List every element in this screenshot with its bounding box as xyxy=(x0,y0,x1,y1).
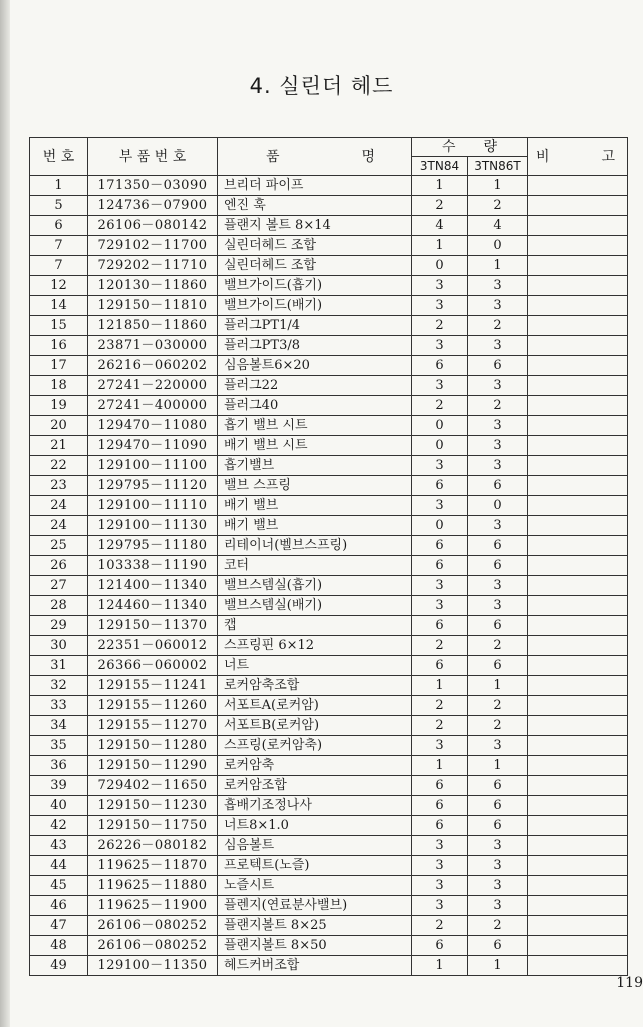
note-cell xyxy=(528,536,628,556)
quantity-3tn84: 6 xyxy=(412,556,468,576)
quantity-3tn86t: 2 xyxy=(468,196,528,216)
row-number: 49 xyxy=(30,956,88,976)
quantity-3tn86t: 6 xyxy=(468,476,528,496)
note-cell xyxy=(528,936,628,956)
note-cell xyxy=(528,896,628,916)
header-note-left: 비 xyxy=(536,148,550,165)
part-number: 129150－11290 xyxy=(88,756,218,776)
row-number: 23 xyxy=(30,476,88,496)
table-row xyxy=(30,736,628,756)
note-cell xyxy=(528,516,628,536)
part-name: 플랜지 볼트 8×14 xyxy=(218,216,412,236)
part-name: 서포트A(로커암) xyxy=(218,696,412,716)
part-number: 119625－11870 xyxy=(88,856,218,876)
quantity-3tn84: 6 xyxy=(412,936,468,956)
part-number: 26106－080252 xyxy=(88,916,218,936)
quantity-3tn84: 6 xyxy=(412,476,468,496)
header-note xyxy=(528,138,628,176)
part-number: 23871－030000 xyxy=(88,336,218,356)
row-number: 7 xyxy=(30,236,88,256)
table-row xyxy=(30,336,628,356)
part-number: 124460－11340 xyxy=(88,596,218,616)
table-row xyxy=(30,376,628,396)
part-number: 129150－11750 xyxy=(88,816,218,836)
quantity-3tn86t: 6 xyxy=(468,656,528,676)
quantity-3tn86t: 1 xyxy=(468,256,528,276)
quantity-3tn84: 6 xyxy=(412,656,468,676)
part-number: 129100－11100 xyxy=(88,456,218,476)
note-cell xyxy=(528,496,628,516)
quantity-3tn86t: 3 xyxy=(468,376,528,396)
header-model-3tn86t: 3TN86T xyxy=(468,157,528,176)
part-number: 27241－400000 xyxy=(88,396,218,416)
quantity-3tn86t: 3 xyxy=(468,416,528,436)
quantity-3tn84: 2 xyxy=(412,716,468,736)
quantity-3tn84: 4 xyxy=(412,216,468,236)
row-number: 47 xyxy=(30,916,88,936)
note-cell xyxy=(528,336,628,356)
note-cell xyxy=(528,676,628,696)
part-number: 124736－07900 xyxy=(88,196,218,216)
part-number: 129150－11280 xyxy=(88,736,218,756)
note-cell xyxy=(528,836,628,856)
part-name: 엔진 훅 xyxy=(218,196,412,216)
table-row xyxy=(30,636,628,656)
quantity-3tn86t: 6 xyxy=(468,356,528,376)
quantity-3tn84: 3 xyxy=(412,376,468,396)
quantity-3tn84: 6 xyxy=(412,536,468,556)
quantity-3tn86t: 3 xyxy=(468,856,528,876)
table-row xyxy=(30,916,628,936)
row-number: 12 xyxy=(30,276,88,296)
header-no: 번 호 xyxy=(30,138,88,176)
row-number: 48 xyxy=(30,936,88,956)
part-number: 26106－080252 xyxy=(88,936,218,956)
table-row xyxy=(30,216,628,236)
row-number: 39 xyxy=(30,776,88,796)
quantity-3tn86t: 3 xyxy=(468,896,528,916)
quantity-3tn84: 1 xyxy=(412,236,468,256)
quantity-3tn84: 3 xyxy=(412,576,468,596)
quantity-3tn86t: 3 xyxy=(468,876,528,896)
part-name: 프로텍트(노즐) xyxy=(218,856,412,876)
part-name: 너트 xyxy=(218,656,412,676)
header-part-name xyxy=(218,138,412,176)
quantity-3tn86t: 3 xyxy=(468,596,528,616)
note-cell xyxy=(528,716,628,736)
header-quantity xyxy=(412,138,528,157)
row-number: 17 xyxy=(30,356,88,376)
row-number: 15 xyxy=(30,316,88,336)
part-number: 129155－11241 xyxy=(88,676,218,696)
part-name: 밸브스템실(배기) xyxy=(218,596,412,616)
part-number: 129150－11810 xyxy=(88,296,218,316)
part-name: 플러그PT1/4 xyxy=(218,316,412,336)
row-number: 36 xyxy=(30,756,88,776)
note-cell xyxy=(528,816,628,836)
quantity-3tn84: 3 xyxy=(412,896,468,916)
quantity-3tn84: 2 xyxy=(412,696,468,716)
part-name: 코터 xyxy=(218,556,412,576)
note-cell xyxy=(528,636,628,656)
quantity-3tn84: 0 xyxy=(412,416,468,436)
page-title: 4. 실린더 헤드 xyxy=(249,74,394,98)
note-cell xyxy=(528,316,628,336)
part-name: 배기 밸브 xyxy=(218,496,412,516)
part-number: 22351－060012 xyxy=(88,636,218,656)
part-name: 심음볼트 xyxy=(218,836,412,856)
note-cell xyxy=(528,776,628,796)
table-row xyxy=(30,816,628,836)
table-row xyxy=(30,616,628,636)
quantity-3tn86t: 3 xyxy=(468,736,528,756)
part-name: 흡배기조정나사 xyxy=(218,796,412,816)
table-row xyxy=(30,436,628,456)
table-row xyxy=(30,896,628,916)
part-name: 밸브가이드(흡기) xyxy=(218,276,412,296)
quantity-3tn84: 6 xyxy=(412,776,468,796)
table-row xyxy=(30,456,628,476)
row-number: 6 xyxy=(30,216,88,236)
table-row xyxy=(30,396,628,416)
quantity-3tn86t: 6 xyxy=(468,536,528,556)
quantity-3tn86t: 3 xyxy=(468,576,528,596)
note-cell xyxy=(528,376,628,396)
note-cell xyxy=(528,176,628,196)
table-row xyxy=(30,236,628,256)
part-name: 배기 밸브 xyxy=(218,516,412,536)
part-number: 171350－03090 xyxy=(88,176,218,196)
table-row xyxy=(30,296,628,316)
quantity-3tn84: 1 xyxy=(412,756,468,776)
part-name: 플랜지볼트 8×50 xyxy=(218,936,412,956)
part-name: 실린더헤드 조합 xyxy=(218,236,412,256)
row-number: 34 xyxy=(30,716,88,736)
part-name: 밸브스템실(흡기) xyxy=(218,576,412,596)
part-name: 헤드커버조합 xyxy=(218,956,412,976)
part-name: 플러그PT3/8 xyxy=(218,336,412,356)
part-name: 너트8×1.0 xyxy=(218,816,412,836)
quantity-3tn84: 3 xyxy=(412,876,468,896)
note-cell xyxy=(528,296,628,316)
note-cell xyxy=(528,196,628,216)
row-number: 29 xyxy=(30,616,88,636)
part-number: 129470－11090 xyxy=(88,436,218,456)
note-cell xyxy=(528,736,628,756)
part-name: 밸브가이드(배기) xyxy=(218,296,412,316)
quantity-3tn86t: 6 xyxy=(468,616,528,636)
quantity-3tn86t: 3 xyxy=(468,516,528,536)
quantity-3tn84: 2 xyxy=(412,916,468,936)
table-row xyxy=(30,756,628,776)
quantity-3tn84: 1 xyxy=(412,956,468,976)
quantity-3tn84: 3 xyxy=(412,296,468,316)
row-number: 42 xyxy=(30,816,88,836)
row-number: 7 xyxy=(30,256,88,276)
table-row xyxy=(30,596,628,616)
quantity-3tn86t: 2 xyxy=(468,716,528,736)
part-number: 729102－11700 xyxy=(88,236,218,256)
quantity-3tn84: 1 xyxy=(412,176,468,196)
note-cell xyxy=(528,656,628,676)
note-cell xyxy=(528,476,628,496)
row-number: 43 xyxy=(30,836,88,856)
table-row xyxy=(30,776,628,796)
table-row xyxy=(30,176,628,196)
quantity-3tn84: 6 xyxy=(412,796,468,816)
quantity-3tn84: 3 xyxy=(412,336,468,356)
table-row xyxy=(30,876,628,896)
quantity-3tn86t: 6 xyxy=(468,816,528,836)
quantity-3tn86t: 4 xyxy=(468,216,528,236)
note-cell xyxy=(528,876,628,896)
note-cell xyxy=(528,416,628,436)
row-number: 31 xyxy=(30,656,88,676)
row-number: 24 xyxy=(30,516,88,536)
part-number: 129155－11270 xyxy=(88,716,218,736)
table-row xyxy=(30,676,628,696)
note-cell xyxy=(528,696,628,716)
note-cell xyxy=(528,256,628,276)
part-number: 26216－060202 xyxy=(88,356,218,376)
row-number: 28 xyxy=(30,596,88,616)
quantity-3tn86t: 2 xyxy=(468,636,528,656)
note-cell xyxy=(528,236,628,256)
quantity-3tn84: 3 xyxy=(412,856,468,876)
page-binding-shadow xyxy=(0,0,10,1027)
row-number: 24 xyxy=(30,496,88,516)
table-row xyxy=(30,536,628,556)
part-number: 119625－11880 xyxy=(88,876,218,896)
quantity-3tn86t: 6 xyxy=(468,936,528,956)
row-number: 40 xyxy=(30,796,88,816)
quantity-3tn86t: 2 xyxy=(468,396,528,416)
part-name: 스프링(로커암축) xyxy=(218,736,412,756)
part-name: 리테이너(벨브스프링) xyxy=(218,536,412,556)
row-number: 22 xyxy=(30,456,88,476)
note-cell xyxy=(528,556,628,576)
row-number: 44 xyxy=(30,856,88,876)
part-number: 119625－11900 xyxy=(88,896,218,916)
note-cell xyxy=(528,456,628,476)
quantity-3tn86t: 1 xyxy=(468,956,528,976)
table-row xyxy=(30,716,628,736)
part-name: 심음볼트6×20 xyxy=(218,356,412,376)
note-cell xyxy=(528,596,628,616)
table-row xyxy=(30,836,628,856)
part-number: 129150－11230 xyxy=(88,796,218,816)
quantity-3tn86t: 1 xyxy=(468,756,528,776)
table-row xyxy=(30,356,628,376)
quantity-3tn84: 2 xyxy=(412,396,468,416)
note-cell xyxy=(528,856,628,876)
table-row xyxy=(30,576,628,596)
note-cell xyxy=(528,276,628,296)
row-number: 5 xyxy=(30,196,88,216)
table-row xyxy=(30,476,628,496)
part-number: 129470－11080 xyxy=(88,416,218,436)
header-model-3tn84: 3TN84 xyxy=(412,157,468,176)
quantity-3tn84: 3 xyxy=(412,276,468,296)
table-row xyxy=(30,956,628,976)
header-part-name-right: 명 xyxy=(361,148,375,165)
part-number: 27241－220000 xyxy=(88,376,218,396)
quantity-3tn86t: 2 xyxy=(468,916,528,936)
row-number: 32 xyxy=(30,676,88,696)
part-name: 플러그22 xyxy=(218,376,412,396)
quantity-3tn86t: 3 xyxy=(468,836,528,856)
table-row xyxy=(30,796,628,816)
part-name: 로커암조합 xyxy=(218,776,412,796)
quantity-3tn84: 6 xyxy=(412,356,468,376)
part-name: 흡기밸브 xyxy=(218,456,412,476)
part-name: 배기 밸브 시트 xyxy=(218,436,412,456)
quantity-3tn84: 3 xyxy=(412,836,468,856)
part-name: 서포트B(로커암) xyxy=(218,716,412,736)
part-number: 729402－11650 xyxy=(88,776,218,796)
quantity-3tn86t: 3 xyxy=(468,456,528,476)
row-number: 19 xyxy=(30,396,88,416)
row-number: 21 xyxy=(30,436,88,456)
part-name: 플렌지(연료분사밸브) xyxy=(218,896,412,916)
table-row xyxy=(30,416,628,436)
quantity-3tn86t: 0 xyxy=(468,236,528,256)
part-number: 129100－11130 xyxy=(88,516,218,536)
part-number: 129150－11370 xyxy=(88,616,218,636)
quantity-3tn86t: 3 xyxy=(468,276,528,296)
header-note-right: 고 xyxy=(601,148,615,165)
quantity-3tn86t: 1 xyxy=(468,676,528,696)
row-number: 14 xyxy=(30,296,88,316)
quantity-3tn84: 2 xyxy=(412,316,468,336)
part-number: 103338－11190 xyxy=(88,556,218,576)
quantity-3tn86t: 6 xyxy=(468,556,528,576)
table-row xyxy=(30,496,628,516)
table-row xyxy=(30,276,628,296)
table-row xyxy=(30,556,628,576)
table-row xyxy=(30,656,628,676)
quantity-3tn84: 3 xyxy=(412,596,468,616)
table-row xyxy=(30,256,628,276)
part-name: 플러그40 xyxy=(218,396,412,416)
note-cell xyxy=(528,576,628,596)
parts-table xyxy=(29,137,628,976)
quantity-3tn84: 0 xyxy=(412,436,468,456)
row-number: 35 xyxy=(30,736,88,756)
quantity-3tn86t: 1 xyxy=(468,176,528,196)
quantity-3tn84: 3 xyxy=(412,456,468,476)
part-number: 121400－11340 xyxy=(88,576,218,596)
row-number: 25 xyxy=(30,536,88,556)
part-number: 26226－080182 xyxy=(88,836,218,856)
header-quantity-left: 수 xyxy=(442,139,456,155)
quantity-3tn86t: 6 xyxy=(468,776,528,796)
row-number: 45 xyxy=(30,876,88,896)
quantity-3tn84: 3 xyxy=(412,736,468,756)
note-cell xyxy=(528,436,628,456)
row-number: 18 xyxy=(30,376,88,396)
row-number: 46 xyxy=(30,896,88,916)
quantity-3tn84: 0 xyxy=(412,256,468,276)
table-row xyxy=(30,696,628,716)
quantity-3tn84: 2 xyxy=(412,196,468,216)
part-number: 129100－11110 xyxy=(88,496,218,516)
table-row xyxy=(30,856,628,876)
row-number: 1 xyxy=(30,176,88,196)
row-number: 16 xyxy=(30,336,88,356)
part-number: 120130－11860 xyxy=(88,276,218,296)
note-cell xyxy=(528,916,628,936)
header-part-name-left: 품 xyxy=(266,148,280,165)
note-cell xyxy=(528,616,628,636)
part-number: 129155－11260 xyxy=(88,696,218,716)
part-number: 129100－11350 xyxy=(88,956,218,976)
note-cell xyxy=(528,756,628,776)
quantity-3tn86t: 3 xyxy=(468,436,528,456)
table-row xyxy=(30,936,628,956)
part-name: 실린더헤드 조합 xyxy=(218,256,412,276)
quantity-3tn86t: 3 xyxy=(468,336,528,356)
row-number: 26 xyxy=(30,556,88,576)
row-number: 27 xyxy=(30,576,88,596)
quantity-3tn84: 3 xyxy=(412,496,468,516)
part-name: 노즐시트 xyxy=(218,876,412,896)
part-name: 흡기 밸브 시트 xyxy=(218,416,412,436)
quantity-3tn84: 6 xyxy=(412,616,468,636)
header-part-number: 부 품 번 호 xyxy=(88,138,218,176)
part-number: 121850－11860 xyxy=(88,316,218,336)
quantity-3tn84: 2 xyxy=(412,636,468,656)
header-quantity-right: 량 xyxy=(483,139,497,155)
quantity-3tn86t: 0 xyxy=(468,496,528,516)
quantity-3tn86t: 2 xyxy=(468,316,528,336)
part-name: 브리더 파이프 xyxy=(218,176,412,196)
note-cell xyxy=(528,216,628,236)
part-number: 26366－060002 xyxy=(88,656,218,676)
table-row xyxy=(30,196,628,216)
part-number: 129795－11180 xyxy=(88,536,218,556)
note-cell xyxy=(528,356,628,376)
quantity-3tn84: 6 xyxy=(412,816,468,836)
table-row xyxy=(30,516,628,536)
quantity-3tn86t: 6 xyxy=(468,796,528,816)
quantity-3tn84: 1 xyxy=(412,676,468,696)
part-number: 26106－080142 xyxy=(88,216,218,236)
table-row xyxy=(30,316,628,336)
part-name: 캡 xyxy=(218,616,412,636)
part-name: 스프링핀 6×12 xyxy=(218,636,412,656)
part-name: 밸브 스프링 xyxy=(218,476,412,496)
part-name: 로커암축조합 xyxy=(218,676,412,696)
quantity-3tn86t: 2 xyxy=(468,696,528,716)
row-number: 20 xyxy=(30,416,88,436)
part-number: 729202－11710 xyxy=(88,256,218,276)
part-name: 플랜지볼트 8×25 xyxy=(218,916,412,936)
row-number: 30 xyxy=(30,636,88,656)
part-number: 129795－11120 xyxy=(88,476,218,496)
quantity-3tn84: 0 xyxy=(412,516,468,536)
page-number: 119 xyxy=(616,975,643,991)
note-cell xyxy=(528,796,628,816)
part-name: 로커암축 xyxy=(218,756,412,776)
row-number: 33 xyxy=(30,696,88,716)
note-cell xyxy=(528,956,628,976)
note-cell xyxy=(528,396,628,416)
quantity-3tn86t: 3 xyxy=(468,296,528,316)
